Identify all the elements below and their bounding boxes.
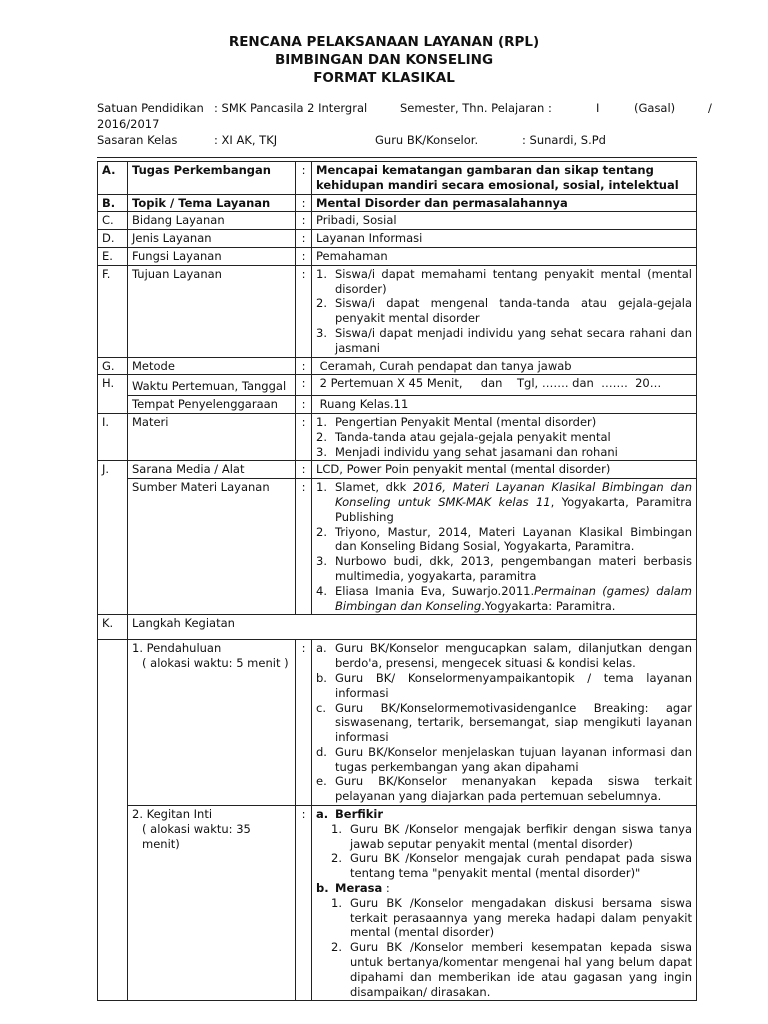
- list-item: 2. Triyono, Mastur, 2014, Materi Layanan Klasikal Bimbingan dan Konseling Bidang Sosial, Yogyakarta, Paramitra.: [316, 524, 692, 554]
- berfikir-list: [316, 822, 692, 881]
- row-letter: G.: [98, 357, 128, 375]
- row-value: Mental Disorder dan permasalahannya: [312, 194, 697, 212]
- row-f: [98, 265, 697, 357]
- row-colon: :: [296, 479, 312, 615]
- sasaran-value: : XI AK, TKJ: [214, 133, 278, 147]
- row-colon: :: [296, 194, 312, 212]
- semester-label: Semester, Thn. Pelajaran :: [400, 101, 552, 115]
- row-value: LCD, Power Poin penyakit mental (mental disorder): [312, 461, 697, 479]
- guru-value: : Sunardi, S.Pd: [522, 133, 606, 147]
- row-colon: :: [296, 640, 312, 806]
- row-label: Jenis Layanan: [128, 230, 296, 248]
- list-heading: b. Merasa :: [316, 881, 390, 896]
- row-c: [98, 212, 697, 230]
- row-k-pendahuluan: [98, 640, 697, 806]
- row-letter: I.: [98, 413, 128, 460]
- pendahuluan-label: 1. Pendahuluan ( alokasi waktu: 5 menit ): [128, 640, 296, 806]
- row-label: Sumber Materi Layanan: [128, 479, 296, 615]
- row-letter: C.: [98, 212, 128, 230]
- school-year: 2016/2017: [97, 117, 160, 131]
- list-item: 1. Guru BK /Konselor mengadakan diskusi bersama siswa terkait perasaannya yang mereka hadapi dalam penyakit mental (mental disorder): [331, 895, 692, 940]
- inti-list: [316, 807, 692, 822]
- row-label: Bidang Layanan: [128, 212, 296, 230]
- row-value: Mencapai kematangan gambaran dan sikap tentang kehidupan mandiri secara emosional, sosial, intelektual: [312, 162, 697, 195]
- row-h-tempat: [98, 396, 697, 414]
- semester-gasal: (Gasal): [634, 101, 676, 115]
- inti-label: 2. Kegitan Inti ( alokasi waktu: 35 menit): [128, 806, 296, 1001]
- row-label: Tugas Perkembangan: [128, 162, 296, 195]
- row-letter: B.: [98, 194, 128, 212]
- list-item: 2. Guru BK /Konselor mengajak curah pendapat pada siswa tentang tema "penyakit mental (mental disorder)": [331, 851, 692, 881]
- list-item: 1. Slamet, dkk 2016, Materi Layanan Klasikal Bimbingan dan Konseling untuk SMK-MAK kelas 11, Yogyakarta, Paramitra Publishing: [316, 480, 692, 524]
- sasaran-label: Sasaran Kelas: [97, 133, 178, 147]
- row-colon: :: [296, 162, 312, 195]
- list-item: 1. Pengertian Penyakit Mental (mental disorder): [316, 414, 597, 429]
- row-value: 2 Pertemuan X 45 Menit, dan Tgl, ……. dan ……. 20…: [312, 375, 697, 396]
- row-colon: :: [296, 806, 312, 1001]
- materi-list: [316, 415, 692, 459]
- semester-value: I: [596, 101, 600, 115]
- merasa-list: [316, 896, 692, 1000]
- row-colon: :: [296, 461, 312, 479]
- list-item: 2. Guru BK /Konselor memberi kesempatan kepada siswa untuk bertanya/komentar mengenai hal yang belum dapat dipahami dan memberikan ide atau gagasan yang ingin disampaikan/ dirasakan.: [331, 940, 692, 999]
- doc-title: RENCANA PELAKSANAAN LAYANAN (RPL): [228, 34, 540, 50]
- row-letter: A.: [98, 162, 128, 195]
- row-value: Ruang Kelas.11: [312, 396, 697, 414]
- list-item: 3. Menjadi individu yang sehat jasamani dan rohani: [316, 444, 618, 459]
- row-value: [312, 640, 697, 806]
- row-letter: F.: [98, 265, 128, 357]
- row-value: Pribadi, Sosial: [312, 212, 697, 230]
- row-g: [98, 357, 697, 375]
- row-j: [98, 461, 697, 479]
- table-top-rule: [97, 157, 697, 158]
- doc-format: FORMAT KLASIKAL: [313, 70, 455, 86]
- row-value: [312, 806, 697, 1001]
- row-label: Tujuan Layanan: [128, 265, 296, 357]
- tujuan-list: [316, 267, 692, 356]
- row-value: [312, 413, 697, 460]
- row-label: Sarana Media / Alat: [128, 461, 296, 479]
- row-label: Materi: [128, 413, 296, 460]
- row-colon: :: [296, 413, 312, 460]
- row-letter: D.: [98, 230, 128, 248]
- pendahuluan-list: [316, 641, 692, 804]
- satuan-label: Satuan Pendidikan: [97, 101, 204, 115]
- row-value: Pemahaman: [312, 247, 697, 265]
- row-letter: E.: [98, 247, 128, 265]
- row-label: Langkah Kegiatan: [128, 615, 697, 640]
- row-colon: :: [296, 396, 312, 414]
- row-j-sumber: [98, 479, 697, 615]
- list-item: c. Guru BK/KonselormemotivasidenganIce Breaking: agar siswasenang, tertarik, bersemangat, siap mengikuti layanan informasi: [316, 700, 692, 745]
- list-item: 2. Siswa/i dapat mengenal tanda-tanda atau gejala-gejala penyakit mental disorder: [316, 296, 692, 326]
- row-colon: :: [296, 212, 312, 230]
- row-value: [312, 479, 697, 615]
- row-label: Waktu Pertemuan, Tanggal: [128, 375, 296, 396]
- list-item: b. Guru BK/ Konselormenyampaikantopik / tema layanan informasi: [316, 670, 692, 700]
- list-item: 3. Siswa/i dapat menjadi individu yang sehat secara rahani dan jasmani: [316, 325, 692, 355]
- row-colon: :: [296, 247, 312, 265]
- row-e: [98, 247, 697, 265]
- rpl-table: [97, 161, 697, 1001]
- row-k: [98, 615, 697, 640]
- row-label: Topik / Tema Layanan: [128, 194, 296, 212]
- list-heading: a. Berfikir: [316, 807, 384, 822]
- row-colon: :: [296, 230, 312, 248]
- list-item: 3. Nurbowo budi, dkk, 2013, pengembangan materi berbasis multimedia, yogyakarta, paramitra: [316, 554, 692, 583]
- sumber-list: [316, 480, 692, 613]
- list-item: e. Guru BK/Konselor menanyakan kepada siswa terkait pelayanan yang diajarkan pada pertemuan sebelumnya.: [316, 774, 692, 804]
- row-letter: K.: [98, 615, 128, 640]
- list-item: 4. Eliasa Imania Eva, Suwarjo.2011.Permainan (games) dalam Bimbingan dan Konseling.Yogyakarta: Paramitra.: [316, 583, 693, 613]
- row-colon: :: [296, 265, 312, 357]
- list-item: a. Guru BK/Konselor mengucapkan salam, dilanjutkan dengan berdo'a, presensi, mengecek situasi & kondisi kelas.: [316, 641, 692, 671]
- row-k-inti: [98, 806, 697, 1001]
- row-label: Fungsi Layanan: [128, 247, 296, 265]
- guru-label: Guru BK/Konselor.: [375, 133, 479, 147]
- row-i: [98, 413, 697, 460]
- row-colon: :: [296, 375, 312, 396]
- list-item: 1. Guru BK /Konselor mengajak berfikir dengan siswa tanya jawab seputar penyakit mental (mental disorder): [331, 821, 692, 851]
- row-colon: :: [296, 357, 312, 375]
- row-a: [98, 162, 697, 195]
- semester-slash: /: [708, 101, 712, 115]
- row-value: Ceramah, Curah pendapat dan tanya jawab: [312, 357, 697, 375]
- row-letter: J.: [98, 461, 128, 615]
- row-value: Layanan Informasi: [312, 230, 697, 248]
- list-item: 1. Siswa/i dapat memahami tentang penyakit mental (mental disorder): [316, 266, 692, 296]
- row-b: [98, 194, 697, 212]
- row-label: Tempat Penyelenggaraan: [128, 396, 296, 414]
- row-label: Metode: [128, 357, 296, 375]
- doc-subtitle: BIMBINGAN DAN KONSELING: [274, 52, 494, 68]
- row-h: [98, 375, 697, 396]
- list-item: 2. Tanda-tanda atau gejala-gejala penyakit mental: [316, 429, 611, 444]
- list-item: d. Guru BK/Konselor menjelaskan tujuan layanan informasi dan tugas perkembangan yang akan dipahami: [316, 744, 692, 774]
- row-letter: H.: [98, 375, 128, 414]
- satuan-value: : SMK Pancasila 2 Intergral: [214, 101, 368, 115]
- row-value: [312, 265, 697, 357]
- row-d: [98, 230, 697, 248]
